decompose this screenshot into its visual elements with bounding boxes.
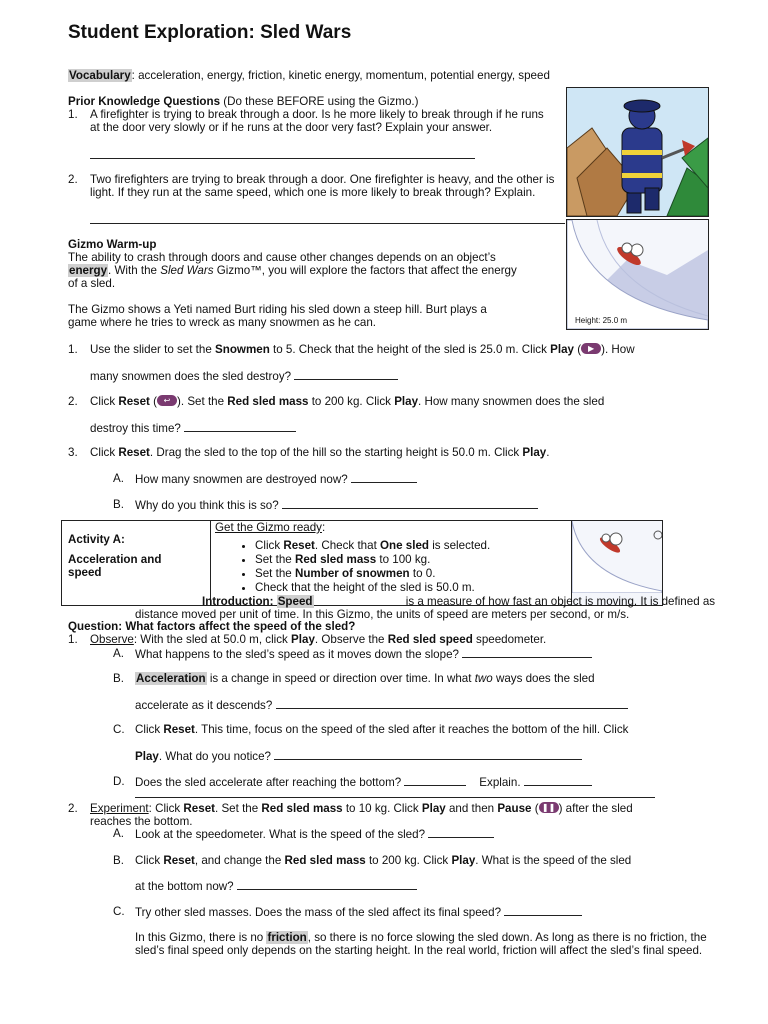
answer-blank-observe-C[interactable] xyxy=(274,749,582,760)
observe-D-letter: D. xyxy=(113,775,125,788)
step-3B-text: Why do you think this is so? xyxy=(135,498,538,512)
prior-heading-note: (Do these BEFORE using the Gizmo.) xyxy=(220,95,419,108)
reset-icon: ↩ xyxy=(157,395,177,406)
step-1-number: 1. xyxy=(68,343,78,356)
step-2-number: 2. xyxy=(68,395,78,408)
activity-title: Acceleration and speed xyxy=(68,553,162,579)
get-ready-heading: Get the Gizmo ready: xyxy=(215,521,326,534)
activity-label: Activity A: xyxy=(68,533,125,546)
activity-box xyxy=(61,520,663,606)
step-1-text: Use the slider to set the Snowmen to 5. Check that the height of the sled is 25.0 m. Click Play ( ▶ ). How xyxy=(90,343,635,356)
step-3A-letter: A. xyxy=(113,472,124,485)
step-1-line-2: many snowmen does the sled destroy? xyxy=(90,369,398,383)
activity-setup-cell xyxy=(211,521,572,606)
play-icon: ▶ xyxy=(581,343,601,354)
answer-line-q2[interactable] xyxy=(90,223,565,224)
experiment-A-text: Look at the speedometer. What is the speed of the sled? xyxy=(135,827,494,841)
answer-blank-observe-A[interactable] xyxy=(462,647,592,658)
step-3-number: 3. xyxy=(68,446,78,459)
prior-q1-text: A firefighter is trying to break through a door. Is he more likely to break through if he runs at the door very slowly or if he runs at the door very fast? Explain your answer. xyxy=(90,108,544,134)
experiment-B-letter: B. xyxy=(113,854,124,867)
prior-q2-number: 2. xyxy=(68,173,78,186)
step-3-text: Click Reset. Drag the sled to the top of the hill so the starting height is 50.0 m. Click Play. xyxy=(90,446,550,459)
energy-term: energy xyxy=(69,264,108,277)
step-3B-letter: B. xyxy=(113,498,124,511)
friction-term: friction xyxy=(267,931,307,944)
step-2-text: Click Reset ( ↩ ). Set the Red sled mass to 200 kg. Click Play. How many snowmen does the sled xyxy=(90,395,605,408)
setup-list xyxy=(215,539,571,595)
answer-blank-3A[interactable] xyxy=(351,472,417,483)
observe-number: 1. xyxy=(68,633,78,646)
acceleration-term: Acceleration xyxy=(136,672,206,685)
experiment-number: 2. xyxy=(68,802,78,815)
experiment-C-letter: C. xyxy=(113,905,125,918)
prior-heading-text: Prior Knowledge Questions xyxy=(68,95,221,108)
experiment-C-text: Try other sled masses. Does the mass of the sled affect its final speed? xyxy=(135,905,582,919)
observe-text: Observe: With the sled at 50.0 m, click Play. Observe the Red sled speed speedometer. xyxy=(90,633,547,646)
step-3A-text: How many snowmen are destroyed now? xyxy=(135,472,417,486)
vocabulary-line xyxy=(68,69,550,82)
warmup-paragraph-2: The Gizmo shows a Yeti named Burt riding his sled down a steep hill. Burt plays a game where he tries to wreck as many snowmen as he can. xyxy=(68,303,487,329)
experiment-text: Experiment: Click Reset. Set the Red sled mass to 10 kg. Click Play and then Pause ( ❚❚ ) after the sled xyxy=(90,802,633,815)
gizmo-hill-screenshot xyxy=(566,219,709,330)
answer-blank-step-2[interactable] xyxy=(184,421,296,432)
activity-label-cell xyxy=(62,521,211,606)
intro-text: is a measure of how fast an object is moving. It is defined as distance moved per unit of time. In this Gizmo, the units of speed are meters per second, or m/s. xyxy=(135,595,716,621)
observe-A-text: What happens to the sled’s speed as it moves down the slope? xyxy=(135,647,592,661)
intro-line-1: Introduction: Speed xyxy=(202,595,313,608)
question-heading: Question: What factors affect the speed of the sled? xyxy=(68,620,356,633)
answer-blank-experiment-B[interactable] xyxy=(237,879,417,890)
pause-icon: ❚❚ xyxy=(539,802,559,813)
sled-on-hill-illustration xyxy=(572,521,662,593)
answer-blank-experiment-A[interactable] xyxy=(428,827,494,838)
prior-q2-text: Two firefighters are trying to break through a door. One firefighter is heavy, and the other is light. If they run at the same speed, which one is more likely to break through? Explain. xyxy=(90,173,555,199)
setup-item: • Check that the height of the sled is 50.0 m. xyxy=(255,581,571,595)
friction-note: In this Gizmo, there is no friction, so there is no force slowing the sled down. As long as there is no friction, the sled’s final speed only depends on the starting height. In the real world, friction will affect the sled’s final speed. xyxy=(135,931,707,957)
step-2-line-2: destroy this time? xyxy=(90,421,296,435)
answer-line-q1[interactable] xyxy=(90,158,475,159)
prior-heading xyxy=(68,95,418,108)
observe-B-letter: B. xyxy=(113,672,124,685)
setup-item: • Set the Number of snowmen to 0. xyxy=(255,567,571,581)
speed-term: Speed xyxy=(277,595,313,608)
activity-image-cell xyxy=(572,521,663,606)
setup-item: • Set the Red sled mass to 100 kg. xyxy=(255,553,571,567)
vocabulary-terms: : acceleration, energy, friction, kinetic energy, momentum, potential energy, speed xyxy=(131,69,550,82)
answer-blank-3B[interactable] xyxy=(282,498,538,509)
answer-blank-experiment-C[interactable] xyxy=(504,905,582,916)
answer-blank-observe-D-explain[interactable] xyxy=(524,775,592,786)
height-readout: Height: 25.0 m xyxy=(575,316,628,325)
experiment-line-2: reaches the bottom. xyxy=(90,815,193,828)
warmup-heading: Gizmo Warm-up xyxy=(68,238,157,251)
page-title: Student Exploration: Sled Wars xyxy=(68,22,352,43)
setup-item: • Click Reset. Check that One sled is selected. xyxy=(255,539,571,553)
observe-B-line-2: accelerate as it descends? xyxy=(135,698,628,712)
experiment-B-line-2: at the bottom now? xyxy=(135,879,417,893)
answer-blank-observe-D[interactable] xyxy=(404,775,466,786)
observe-C-text: Click Reset. This time, focus on the speed of the sled after it reaches the bottom of the hill. Click xyxy=(135,723,629,736)
experiment-B-text: Click Reset, and change the Red sled mass to 200 kg. Click Play. What is the speed of the sled xyxy=(135,854,632,867)
answer-blank-observe-B[interactable] xyxy=(276,698,628,709)
experiment-A-letter: A. xyxy=(113,827,124,840)
prior-q1-number: 1. xyxy=(68,108,78,121)
firefighter-illustration xyxy=(566,87,709,217)
observe-C-letter: C. xyxy=(113,723,125,736)
warmup-paragraph-1: The ability to crash through doors and cause other changes depends on an object’s energy. With the Sled Wars Gizmo™, you will explore the factors that affect the energy of a sled. xyxy=(68,251,517,290)
observe-B-text: Acceleration is a change in speed or direction over time. In what two ways does the sled xyxy=(136,672,595,685)
answer-line-observe-D[interactable] xyxy=(135,797,655,798)
observe-C-line-2: Play. What do you notice? xyxy=(135,749,582,763)
observe-D-text: Does the sled accelerate after reaching the bottom? Explain. xyxy=(135,775,592,789)
answer-blank-step-1[interactable] xyxy=(294,369,398,380)
vocabulary-label: Vocabulary xyxy=(69,69,131,82)
observe-A-letter: A. xyxy=(113,647,124,660)
